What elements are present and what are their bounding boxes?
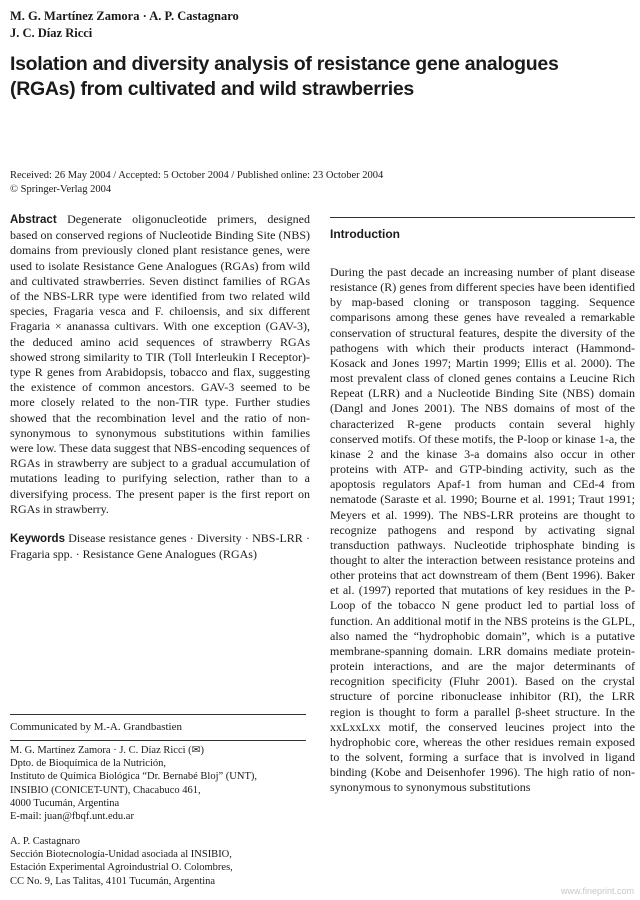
paper-title: Isolation and diversity analysis of resistance gene analogues (RGAs) from cultivated and wild strawberries [10,53,559,100]
footnote-divider [10,714,306,715]
abstract-text: Degenerate oligonucleotide primers, designed based on conserved regions of Nucleotide Binding Site (NBS) domains from previously cloned plant resistance genes, were used to isolate Resistance Gene Analogues (RGAs) from wild and cultivated strawberries. Seven distinct families of RGAs of the NBS-LRR type were identified from two related wild species, Fragaria vesca and F. chiloensis, and six different Fragaria × ananassa cultivars. With one exception (GAV-3), the deduced amino acid sequences of strawberry RGAs showed strong similarity to TIR (Toll Interleukin I Receptor)-type R genes from Arabidopsis, tobacco and flax, suggesting the existence of common ancestors. GAV-3 seemed to be more closely related to the non-TIR type. Further studies showed that the recombination level and the ratio of non-synonymous to synonymous substitutions within families were low. These data suggest that NBS-encoding sequences of RGAs in strawberry are subject to a gradual accumulation of mutations leading to purifying selection, rather than to a diversifying process. The present paper is the first report on RGAs in strawberry. [10,212,310,516]
watermark: www.fineprint.com [560,886,634,896]
affiliation-1-names: M. G. Martínez Zamora · J. C. Díaz Ricci (✉) [10,745,204,756]
affiliation-divider [10,740,306,741]
affiliation-1-line: Dpto. de Bioquímica de la Nutrición, [10,758,167,770]
affiliation-1 [10,744,310,823]
received-dates: Received: 26 May 2004 / Accepted: 5 October 2004 / Published online: 23 October 2004 [10,170,384,181]
affiliation-2 [10,835,310,888]
affiliation-2-line: Estación Experimental Agroindustrial O. Colombres, [10,862,233,874]
right-column [330,217,635,795]
affiliation-2-names: A. P. Castagnaro [10,836,80,847]
copyright: © Springer-Verlag 2004 [10,184,112,195]
affiliation-1-line: Instituto de Química Biológica “Dr. Bernabé Bloj” (UNT), [10,771,257,783]
keywords-label: Keywords [10,533,65,546]
affiliation-1-line: INSIBIO (CONICET-UNT), Chacabuco 461, [10,784,201,796]
publication-history [10,169,610,197]
communicated-by: Communicated by M.-A. Grandbastien [10,721,182,733]
left-column [10,212,310,562]
authors-line-1: M. G. Martínez Zamora · A. P. Castagnaro [10,9,239,23]
introduction-text: During the past decade an increasing number of plant disease resistance (R) genes from different species have been identified by map-based cloning or transposon tagging. Sequence comparisons among these genes have revealed a remarkable conservation of structural features, despite the diversity of the pathogens with which their products interact (Hammond-Kosack and Jones 1997; Martin 1999; Ellis et al. 2000). The most prevalent class of cloned genes contains a Leucine Rich Repeat (LRR) and a Nucleotide Binding Site (NBS) domain (Dangl and Jones 2001). The NBS domains of most of the characterized R-gene products contain several highly conserved motifs. Of these motifs, the P-loop or kinase 1-a, the kinase 2 and the kinase 3-a domains also occur in other proteins with ATP- and GTP-binding activity, such as the apoptosis regulators Apaf-1 from human and CEd-4 from nematode (Saraste et al. 1990; Bourne et al. 1991; Traut 1991; Meyers et al. 1999). The NBS-LRR proteins are thought to recognize pathogens and respond by activating signal transduction pathways. Nucleotide triphosphate binding is thought to alter the interaction between resistance proteins and other proteins that act downstream of them (Bent 1996). Baker et al. (1997) reported that mutations of key residues in the P-Loop of the tobacco N gene product led to partial loss of function. An additional motif in the NBS proteins is the GLPL, also named the “hydrophobic domain”, which is a putative membrane-spanning domain. LRR domains mediate protein-protein interactions, and are the major determinants of recognition specificity (Fluhr 2001). Based on the crystal structure of porcine ribonuclease inhibitor (RI), the LRR region is thought to form a parallel β-sheet structure. In the xxLxxLxx motif, the conserved leucines project into the hydrophobic core, whereas the other residues remain exposed to the solvent, forming a surface that is involved in ligand binding (Kobe and Deisenhofer 1996). The high ratio of non-synonymous to synonymous substitutions [330,265,635,795]
affiliation-1-email: E-mail: juan@fbqf.unt.edu.ar [10,811,134,823]
authors-line-2: J. C. Díaz Ricci [10,26,93,40]
affiliation-1-line: 4000 Tucumán, Argentina [10,797,120,809]
authors [10,8,610,42]
abstract-label: Abstract [10,214,57,226]
affiliation-2-line: Sección Biotecnología-Unidad asociada al INSIBIO, [10,849,232,861]
abstract [10,212,310,517]
introduction-heading-box [330,217,635,253]
keywords-text: Disease resistance genes · Diversity · NBS-LRR · Fragaria spp. · Resistance Gene Analogues (RGAs) [10,531,310,562]
keywords [10,531,310,562]
introduction-heading: Introduction [330,227,400,241]
affiliation-2-line: CC No. 9, Las Talitas, 4101 Tucumán, Argentina [10,875,216,887]
